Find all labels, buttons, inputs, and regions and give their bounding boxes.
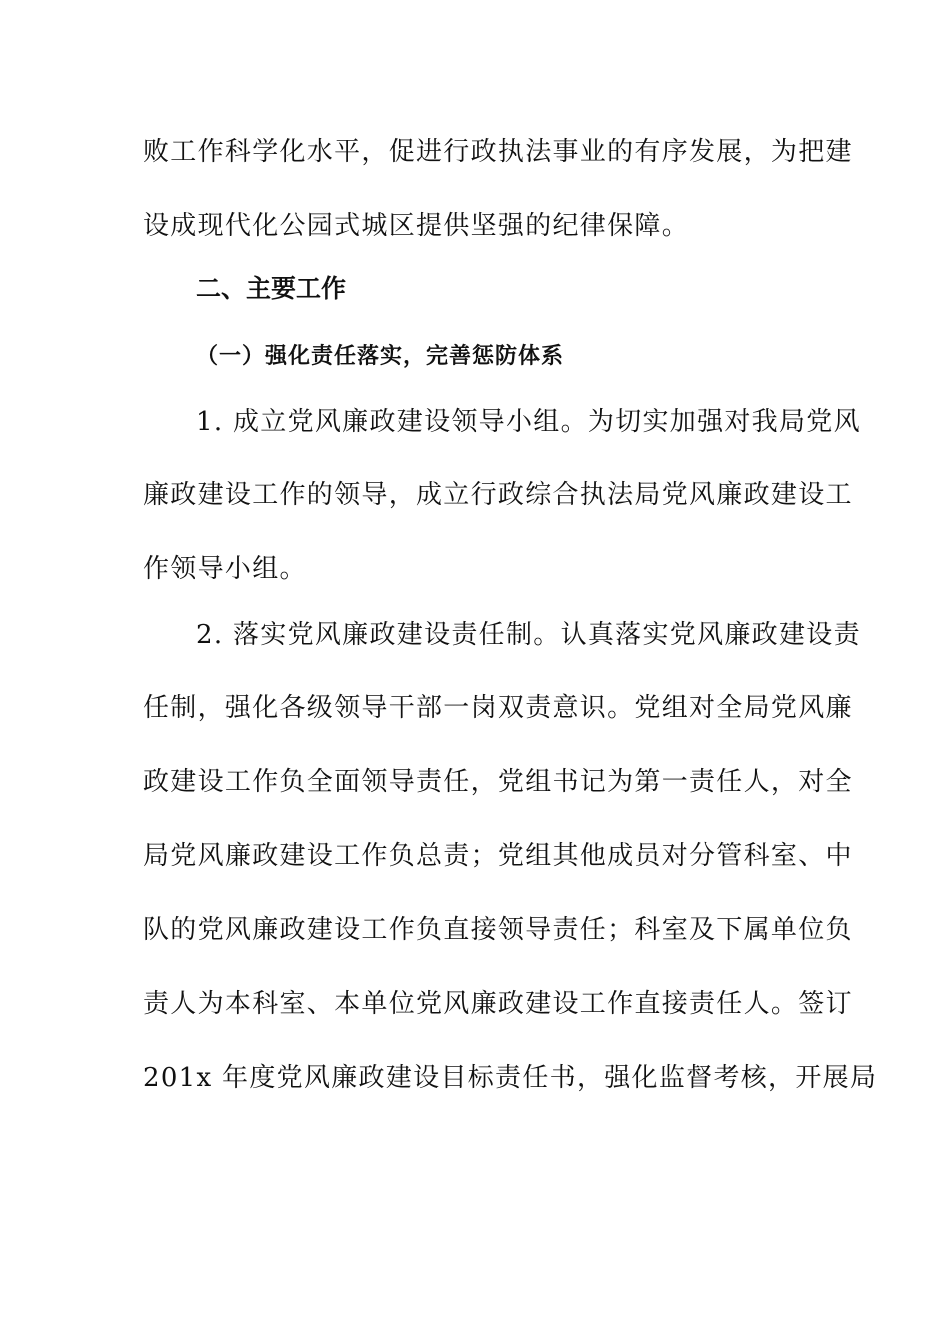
item-2-line: 队的党风廉政建设工作负直接领导责任；科室及下属单位负 <box>143 915 853 945</box>
item-2-line: 局党风廉政建设工作负总责；党组其他成员对分管科室、中 <box>143 841 853 871</box>
item-1-line: 廉政建设工作的领导，成立行政综合执法局党风廉政建设工 <box>143 480 853 510</box>
paragraph-line: 败工作科学化水平，促进行政执法事业的有序发展，为把建 <box>143 137 853 167</box>
item-2-line: 责人为本科室、本单位党风廉政建设工作直接责任人。签订 <box>143 989 853 1019</box>
subsection-heading: （一）强化责任落实，完善惩防体系 <box>196 343 565 369</box>
paragraph-line: 设成现代化公园式城区提供坚强的纪律保障。 <box>143 211 690 241</box>
item-2-line: 政建设工作负全面领导责任，党组书记为第一责任人，对全 <box>143 767 853 797</box>
section-heading: 二、主要工作 <box>196 274 347 303</box>
item-2-line: 任制，强化各级领导干部一岗双责意识。党组对全局党风廉 <box>143 693 853 723</box>
item-2-line: 2. 落实党风廉政建设责任制。认真落实党风廉政建设责 <box>196 620 861 650</box>
item-1-line: 作领导小组。 <box>143 554 307 584</box>
item-2-line: 201x 年度党风廉政建设目标责任书，强化监督考核，开展局 <box>143 1063 878 1093</box>
item-1-line: 1. 成立党风廉政建设领导小组。为切实加强对我局党风 <box>196 407 861 437</box>
